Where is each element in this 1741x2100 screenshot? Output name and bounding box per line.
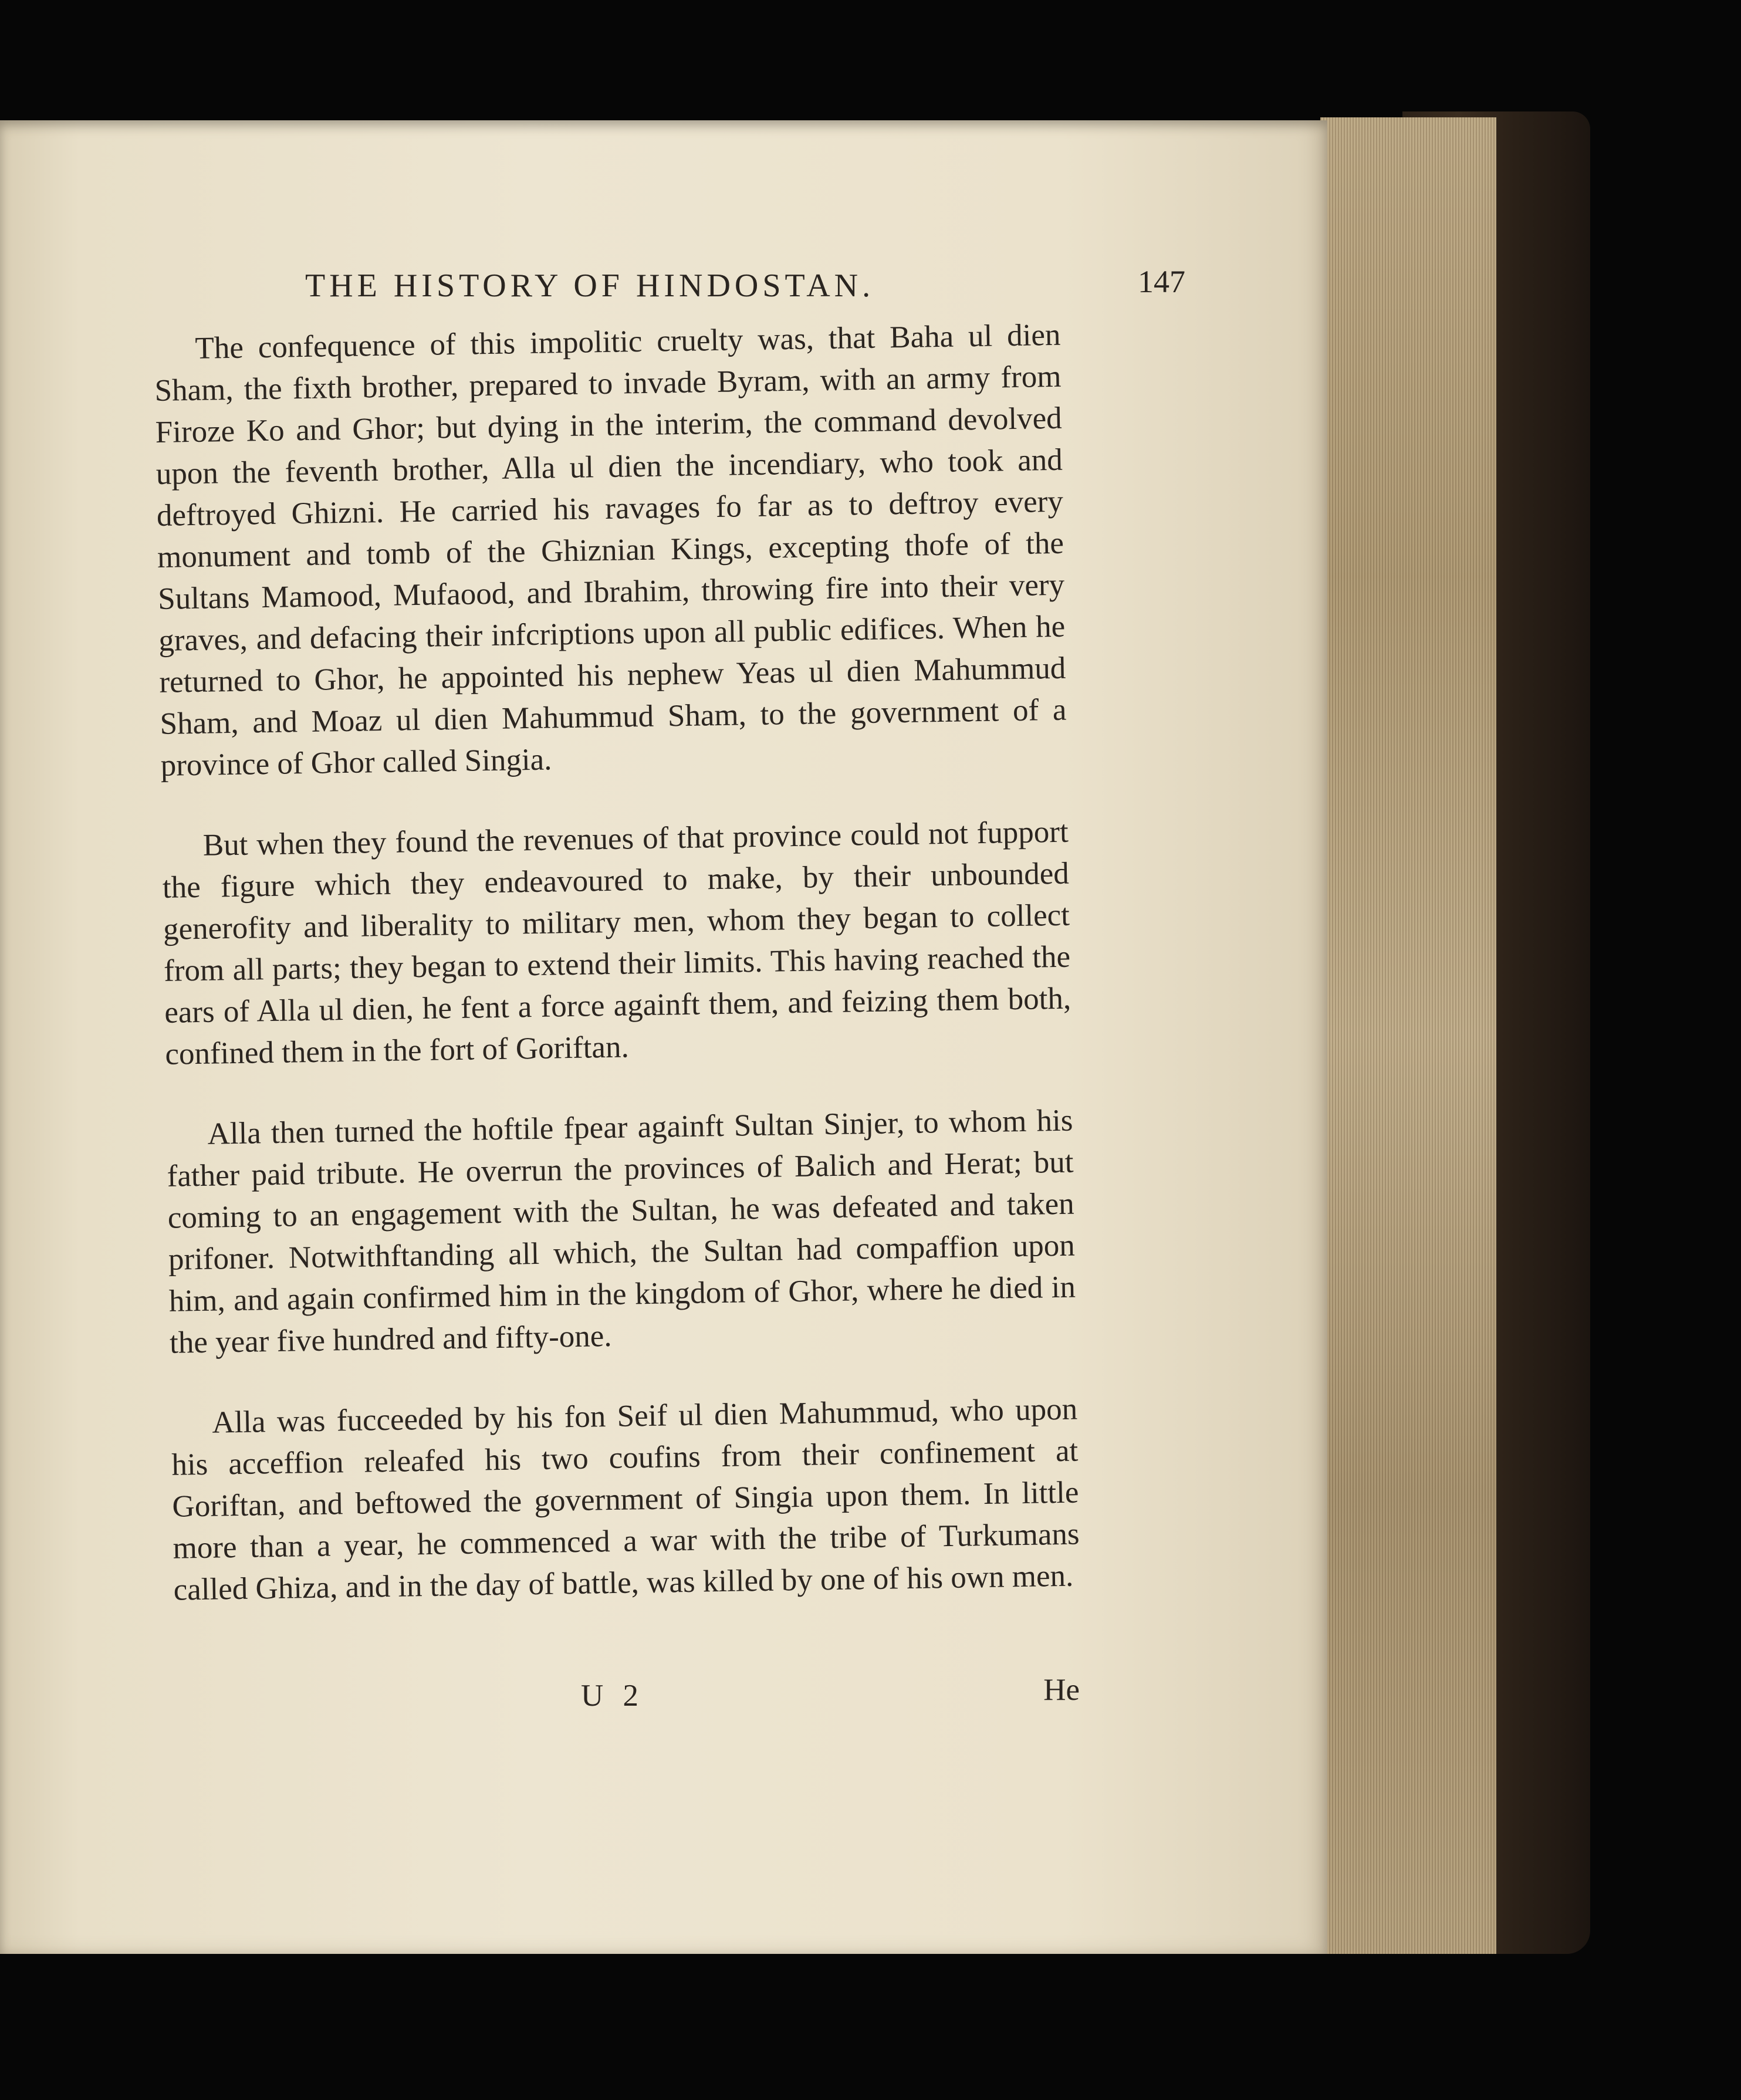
running-head: THE HISTORY OF HINDOSTAN.	[305, 268, 875, 304]
page-number: 147	[1138, 264, 1185, 299]
page-footer	[176, 1673, 1080, 1719]
paragraph-4: Alla was fucceeded by his fon Seif ul dien Mahummud, who upon his acceffion releafed his two coufins from their confinement at Goriftan, and beftowed the government of Singia upon them. In little more than a year, he commenced a war with the tribe of Turkumans called Ghiza, and in the day of battle, was killed by one of his own men.	[171, 1392, 1080, 1607]
page-header	[293, 264, 1185, 314]
body-text	[154, 315, 1080, 1611]
paragraph-2: But when they found the revenues of that province could not fupport the figure which they endeavoured to make, by their unbounded generofity and liberality to military men, whom they began to collect from all parts; they began to extend their limits. This having reached the ears of Alla ul dien, he fent a force againft them, and feizing them both, confined them in the fort of Goriftan.	[162, 814, 1071, 1071]
paragraph-3: Alla then turned the hoftile fpear againft Sultan Sinjer, to whom his father paid tribute. He overrun the provinces of Balich and Herat; but coming to an engagement with the Sultan, he was defeated and taken prifoner. Notwithftanding all which, the Sultan had compaffion upon him, and again confirmed him in the kingdom of Ghor, where he died in the year five hundred and fifty-one.	[167, 1103, 1076, 1360]
paragraph-1: The confequence of this impolitic cruelty was, that Baha ul dien Sham, the fixth brother, prepared to invade Byram, with an army from Firoze Ko and Ghor; but dying in the interim, the command devolved upon the feventh brother, Alla ul dien the incendiary, who took and deftroyed Ghizni. He carried his ravages fo far as to deftroy every monument and tomb of the Ghiznian Kings, excepting thofe of the Sultans Mamood, Mufaood, and Ibrahim, throwing fire into their very graves, and defacing their infcriptions upon all public edifices. When he returned to Ghor, he appointed his nephew Yeas ul dien Mahummud Sham, and Moaz ul dien Mahummud Sham, to the government of a province of Ghor called Singia.	[154, 317, 1067, 783]
page-edges	[1320, 117, 1496, 1954]
catchword: He	[1043, 1673, 1080, 1707]
signature-mark: U 2	[581, 1679, 645, 1713]
